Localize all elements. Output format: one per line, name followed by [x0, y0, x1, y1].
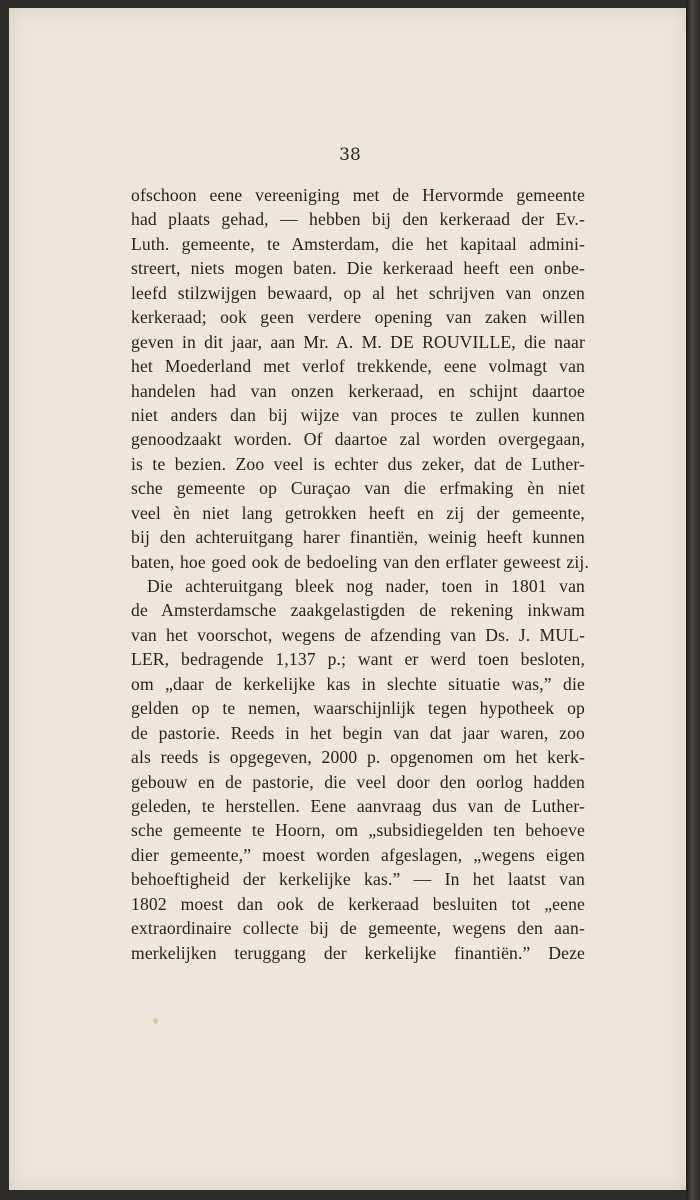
text-line: de pastorie. Reeds in het begin van dat jaar waren, zoo: [131, 722, 585, 743]
text-line: om „daar de kerkelijke kas in slechte situatie was,” die: [131, 673, 585, 694]
text-line: LER, bedragende 1,137 p.; want er werd toen besloten,: [131, 649, 585, 670]
text-line: niet anders dan bij wijze van proces te zullen kunnen: [131, 404, 585, 425]
text-line: kerkeraad; ook geen verdere opening van zaken willen: [131, 307, 585, 328]
text-line: genoodzaakt worden. Of daartoe zal worden overgegaan,: [131, 429, 585, 450]
text-line: als reeds is opgegeven, 2000 p. opgenomen om het kerk-: [131, 747, 585, 768]
text-line: streert, niets mogen baten. Die kerkeraad heeft een onbe-: [131, 258, 585, 279]
text-line: had plaats gehad, — hebben bij den kerkeraad der Ev.-: [131, 209, 585, 230]
text-line: geven in dit jaar, aan Mr. A. M. DE ROUVILLE, die naar: [131, 331, 585, 352]
page-edge-shadow: [686, 0, 700, 1200]
page-number: 38: [339, 145, 361, 165]
text-line: handelen had van onzen kerkeraad, en schijnt daartoe: [131, 380, 585, 401]
text-line: baten, hoe goed ook de bedoeling van den erflater geweest zij.: [131, 551, 589, 572]
text-line: het Moederland met verlof trekkende, eene volmagt van: [131, 356, 585, 377]
text-line: is te bezien. Zoo veel is echter dus zeker, dat de Luther-: [131, 453, 585, 474]
text-line: de Amsterdamsche zaakgelastigden de rekening inkwam: [131, 600, 585, 621]
text-line: gebouw en de pastorie, die veel door den oorlog hadden: [131, 771, 585, 792]
text-line: gelden op te nemen, waarschijnlijk tegen hypotheek op: [131, 698, 585, 719]
text-line: leefd stilzwijgen bewaard, op al het schrijven van onzen: [131, 282, 585, 303]
text-line: ofschoon eene vereeniging met de Hervormde gemeente: [131, 185, 585, 205]
text-line: 1802 moest dan ook de kerkeraad besluiten tot „eene: [131, 893, 585, 914]
paper-speck: [153, 1018, 158, 1024]
text-line: extraordinaire collecte bij de gemeente, wegens den aan-: [131, 918, 585, 939]
text-line: dier gemeente,” moest worden afgeslagen, „wegens eigen: [131, 844, 585, 865]
text-line: Die achteruitgang bleek nog nader, toen in 1801 van: [147, 576, 585, 596]
text-line: behoeftigheid der kerkelijke kas.” — In het laatst van: [131, 869, 585, 890]
text-line: Luth. gemeente, te Amsterdam, die het kapitaal admini-: [131, 233, 585, 254]
text-line: sche gemeente te Hoorn, om „subsidiegelden ten behoeve: [131, 820, 585, 841]
text-line: veel èn niet lang getrokken heeft en zij der gemeente,: [131, 502, 585, 523]
text-line: sche gemeente op Curaçao van die erfmaking èn niet: [131, 478, 585, 499]
text-line: merkelijken teruggang der kerkelijke finantiën.” Deze: [131, 942, 585, 963]
text-line: bij den achteruitgang harer finantiën, weinig heeft kunnen: [131, 527, 585, 548]
body-text: [131, 183, 589, 965]
text-line: geleden, te herstellen. Eene aanvraag dus van de Luther-: [131, 795, 585, 816]
text-line: van het voorschot, wegens de afzending van Ds. J. MUL-: [131, 624, 585, 645]
